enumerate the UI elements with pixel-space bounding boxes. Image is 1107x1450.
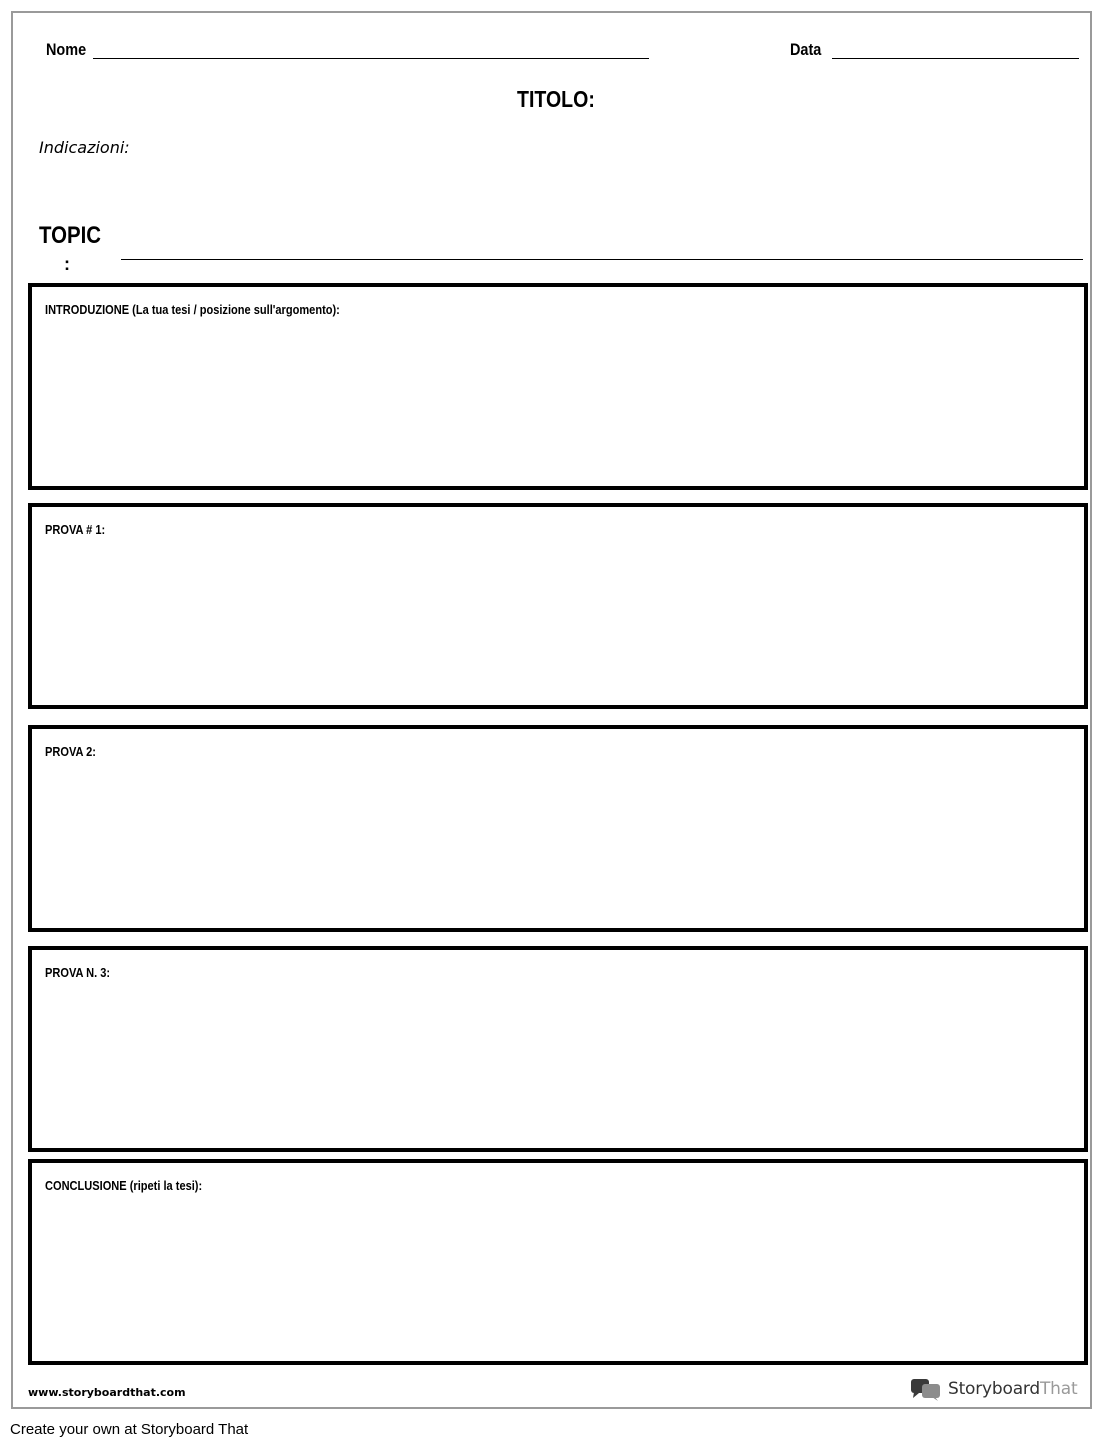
introduction-box (28, 283, 1088, 490)
name-label: Nome (46, 40, 87, 59)
storyboardthat-logo (910, 1375, 1077, 1403)
topic-colon: : (64, 254, 70, 274)
logo-brand: Storyboard (948, 1379, 1040, 1399)
evidence-2-box (28, 725, 1088, 932)
evidence-3-label: PROVA N. 3: (45, 965, 111, 980)
logo-wordmark (948, 1379, 1077, 1399)
evidence-1-box (28, 503, 1088, 709)
footer-url: www.storyboardthat.com (28, 1386, 186, 1399)
conclusion-label: CONCLUSIONE (ripeti la tesi): (45, 1178, 203, 1193)
evidence-1-label: PROVA # 1: (45, 522, 106, 537)
logo-brand-suffix: That (1040, 1379, 1078, 1399)
topic-line (121, 259, 1083, 260)
date-label: Data (790, 40, 822, 59)
conclusion-box (28, 1159, 1088, 1365)
topic-label: TOPIC (39, 222, 101, 249)
date-line (832, 58, 1079, 59)
evidence-3-box (28, 946, 1088, 1152)
introduction-label: INTRODUZIONE (La tua tesi / posizione sull'argomento): (45, 302, 340, 317)
name-line (93, 58, 649, 59)
title-label: TITOLO: (517, 86, 595, 112)
worksheet-page (11, 11, 1092, 1409)
speech-bubbles-icon (910, 1377, 942, 1401)
create-your-own-link[interactable]: Create your own at Storyboard That (10, 1421, 249, 1438)
evidence-2-label: PROVA 2: (45, 744, 96, 759)
directions-label: Indicazioni: (39, 138, 130, 157)
